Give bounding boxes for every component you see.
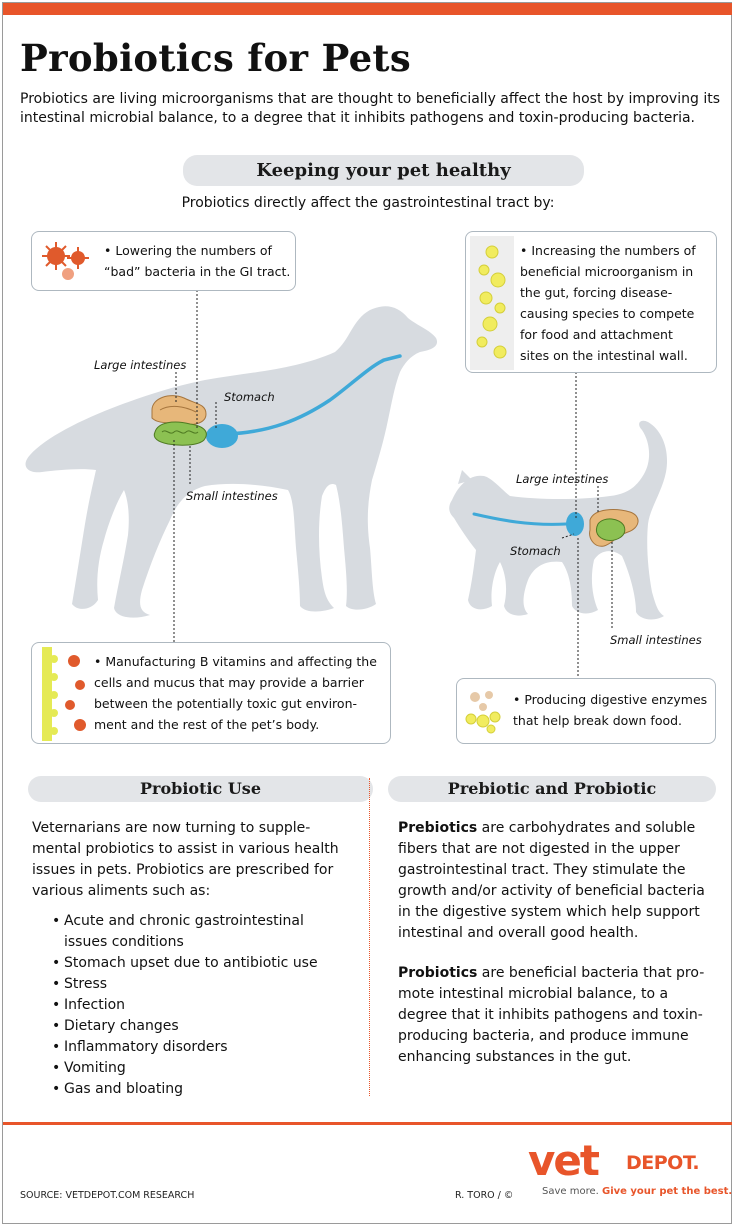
- list-item: • Stomach upset due to antibiotic use: [52, 953, 318, 974]
- good-bacteria-icon: [470, 236, 514, 370]
- body-line: Veternarians are now turning to supple-: [32, 820, 311, 836]
- callout-beneficial-microorganisms: [465, 231, 717, 373]
- list-item: • Vomiting: [52, 1058, 318, 1079]
- callout-digestive-enzymes: [456, 678, 716, 744]
- callout-line: sites on the intestinal wall.: [520, 348, 688, 363]
- cat-stomach: [566, 512, 584, 536]
- source-credit: SOURCE: VETDEPOT.COM RESEARCH: [20, 1190, 195, 1201]
- cat-label-small-intestines: Small intestines: [610, 633, 702, 647]
- body-line: intestinal and overall good health.: [398, 925, 639, 941]
- dog-label-small-intestines: Small intestines: [186, 489, 278, 503]
- list-item: • Stress: [52, 974, 318, 995]
- bad-bacteria-icon: [36, 234, 96, 290]
- section-subheading: Probiotics directly affect the gastrointestinal tract by:: [181, 195, 555, 211]
- intro-text: Probiotics are living microorganisms that are thought to beneficially affect the host by improving its intestinal microbial balance, to a degree that it inhibits pathogens and toxin-producing bacteria.: [20, 91, 720, 126]
- dog-silhouette: [26, 306, 438, 617]
- vetdepot-logo[interactable]: [528, 1136, 718, 1185]
- column-divider: [369, 778, 370, 1096]
- body-line: enhancing substances in the gut.: [398, 1049, 632, 1065]
- dog-small-intestines: [154, 422, 206, 445]
- list-item: • Acute and chronic gastrointestinal issues conditions: [52, 911, 318, 953]
- list-item: • Infection: [52, 995, 318, 1016]
- gut-wall-icon: [36, 647, 92, 741]
- callout-bad-bacteria: [31, 231, 296, 291]
- aliments-list: [52, 911, 318, 1100]
- body-line: producing bacteria, and produce immune: [398, 1028, 689, 1044]
- body-line: issues in pets. Probiotics are prescribed for: [32, 862, 334, 878]
- callout-line: “bad” bacteria in the GI tract.: [104, 264, 291, 279]
- body-line: in the digestive system which help support: [398, 904, 700, 920]
- list-item: • Inflammatory disorders: [52, 1037, 318, 1058]
- section-heading-prebiotic-probiotic: Prebiotic and Probiotic: [388, 776, 716, 802]
- body-line: mental probiotics to assist in various health: [32, 841, 339, 857]
- body-line: various aliments such as:: [32, 883, 211, 899]
- section-heading-probiotic-use: Probiotic Use: [28, 776, 373, 802]
- dog-label-large-intestines: Large intestines: [94, 358, 187, 372]
- callout-line: • Producing digestive enzymes: [513, 692, 708, 707]
- callout-line: ment and the rest of the pet’s body.: [94, 717, 320, 732]
- logo-tagline: Save more. Give your pet the best.: [542, 1186, 733, 1197]
- logo-depot-text: DEPOT.: [626, 1152, 700, 1174]
- body-line: fibers that are not digested in the upper: [398, 841, 680, 857]
- callout-line: for food and attachment: [520, 327, 673, 342]
- body-line: gastrointestinal tract. They stimulate the: [398, 862, 686, 878]
- probiotic-use-body: [32, 818, 339, 902]
- callout-line: beneficial microorganism in: [520, 264, 694, 279]
- callout-line: causing species to compete: [520, 306, 695, 321]
- dog-stomach: [206, 424, 238, 448]
- cat-label-stomach: Stomach: [510, 544, 561, 558]
- list-item: • Gas and bloating: [52, 1079, 318, 1100]
- callout-line: between the potentially toxic gut environ-: [94, 696, 358, 711]
- callout-line: the gut, forcing disease-: [520, 285, 673, 300]
- callout-line: • Lowering the numbers of: [104, 243, 272, 258]
- callout-line: cells and mucus that may provide a barrier: [94, 675, 364, 690]
- prebiotic-paragraph: Prebiotics are carbohydrates and soluble fibers that are not digested in the upper gastrointestinal tract. They stimulate the growth and/or activity of beneficial bacteria in the digestive system which help support intestinal and overall good health.: [398, 818, 705, 944]
- body-line: growth and/or activity of beneficial bacteria: [398, 883, 705, 899]
- section-heading-keeping-healthy: Keeping your pet healthy: [183, 155, 584, 186]
- probiotics-term: Probiotics: [398, 965, 478, 981]
- footer-divider: [3, 1122, 732, 1125]
- callout-line: that help break down food.: [513, 713, 683, 728]
- body-line: mote intestinal microbial balance, to a: [398, 986, 669, 1002]
- callout-b-vitamins: [31, 642, 391, 744]
- probiotic-paragraph: Probiotics are beneficial bacteria that pro- mote intestinal microbial balance, to a degree that it inhibits pathogens and toxin- producing bacteria, and produce immune enhancing substances in the gut.: [398, 963, 704, 1068]
- callout-line: • Manufacturing B vitamins and affecting the: [94, 654, 377, 669]
- author-credit: R. TORO / ©: [455, 1190, 514, 1201]
- prebiotics-term: Prebiotics: [398, 820, 478, 836]
- cat-small-intestines: [596, 519, 624, 540]
- cat-label-large-intestines: Large intestines: [516, 472, 609, 486]
- logo-vet-text: vet: [528, 1136, 598, 1185]
- callout-line: • Increasing the numbers of: [520, 243, 696, 258]
- page-title: Probiotics for Pets: [20, 36, 411, 80]
- body-line: degree that it inhibits pathogens and toxin-: [398, 1007, 703, 1023]
- dog-label-stomach: Stomach: [224, 390, 275, 404]
- enzyme-icon: [461, 685, 509, 735]
- list-item: • Dietary changes: [52, 1016, 318, 1037]
